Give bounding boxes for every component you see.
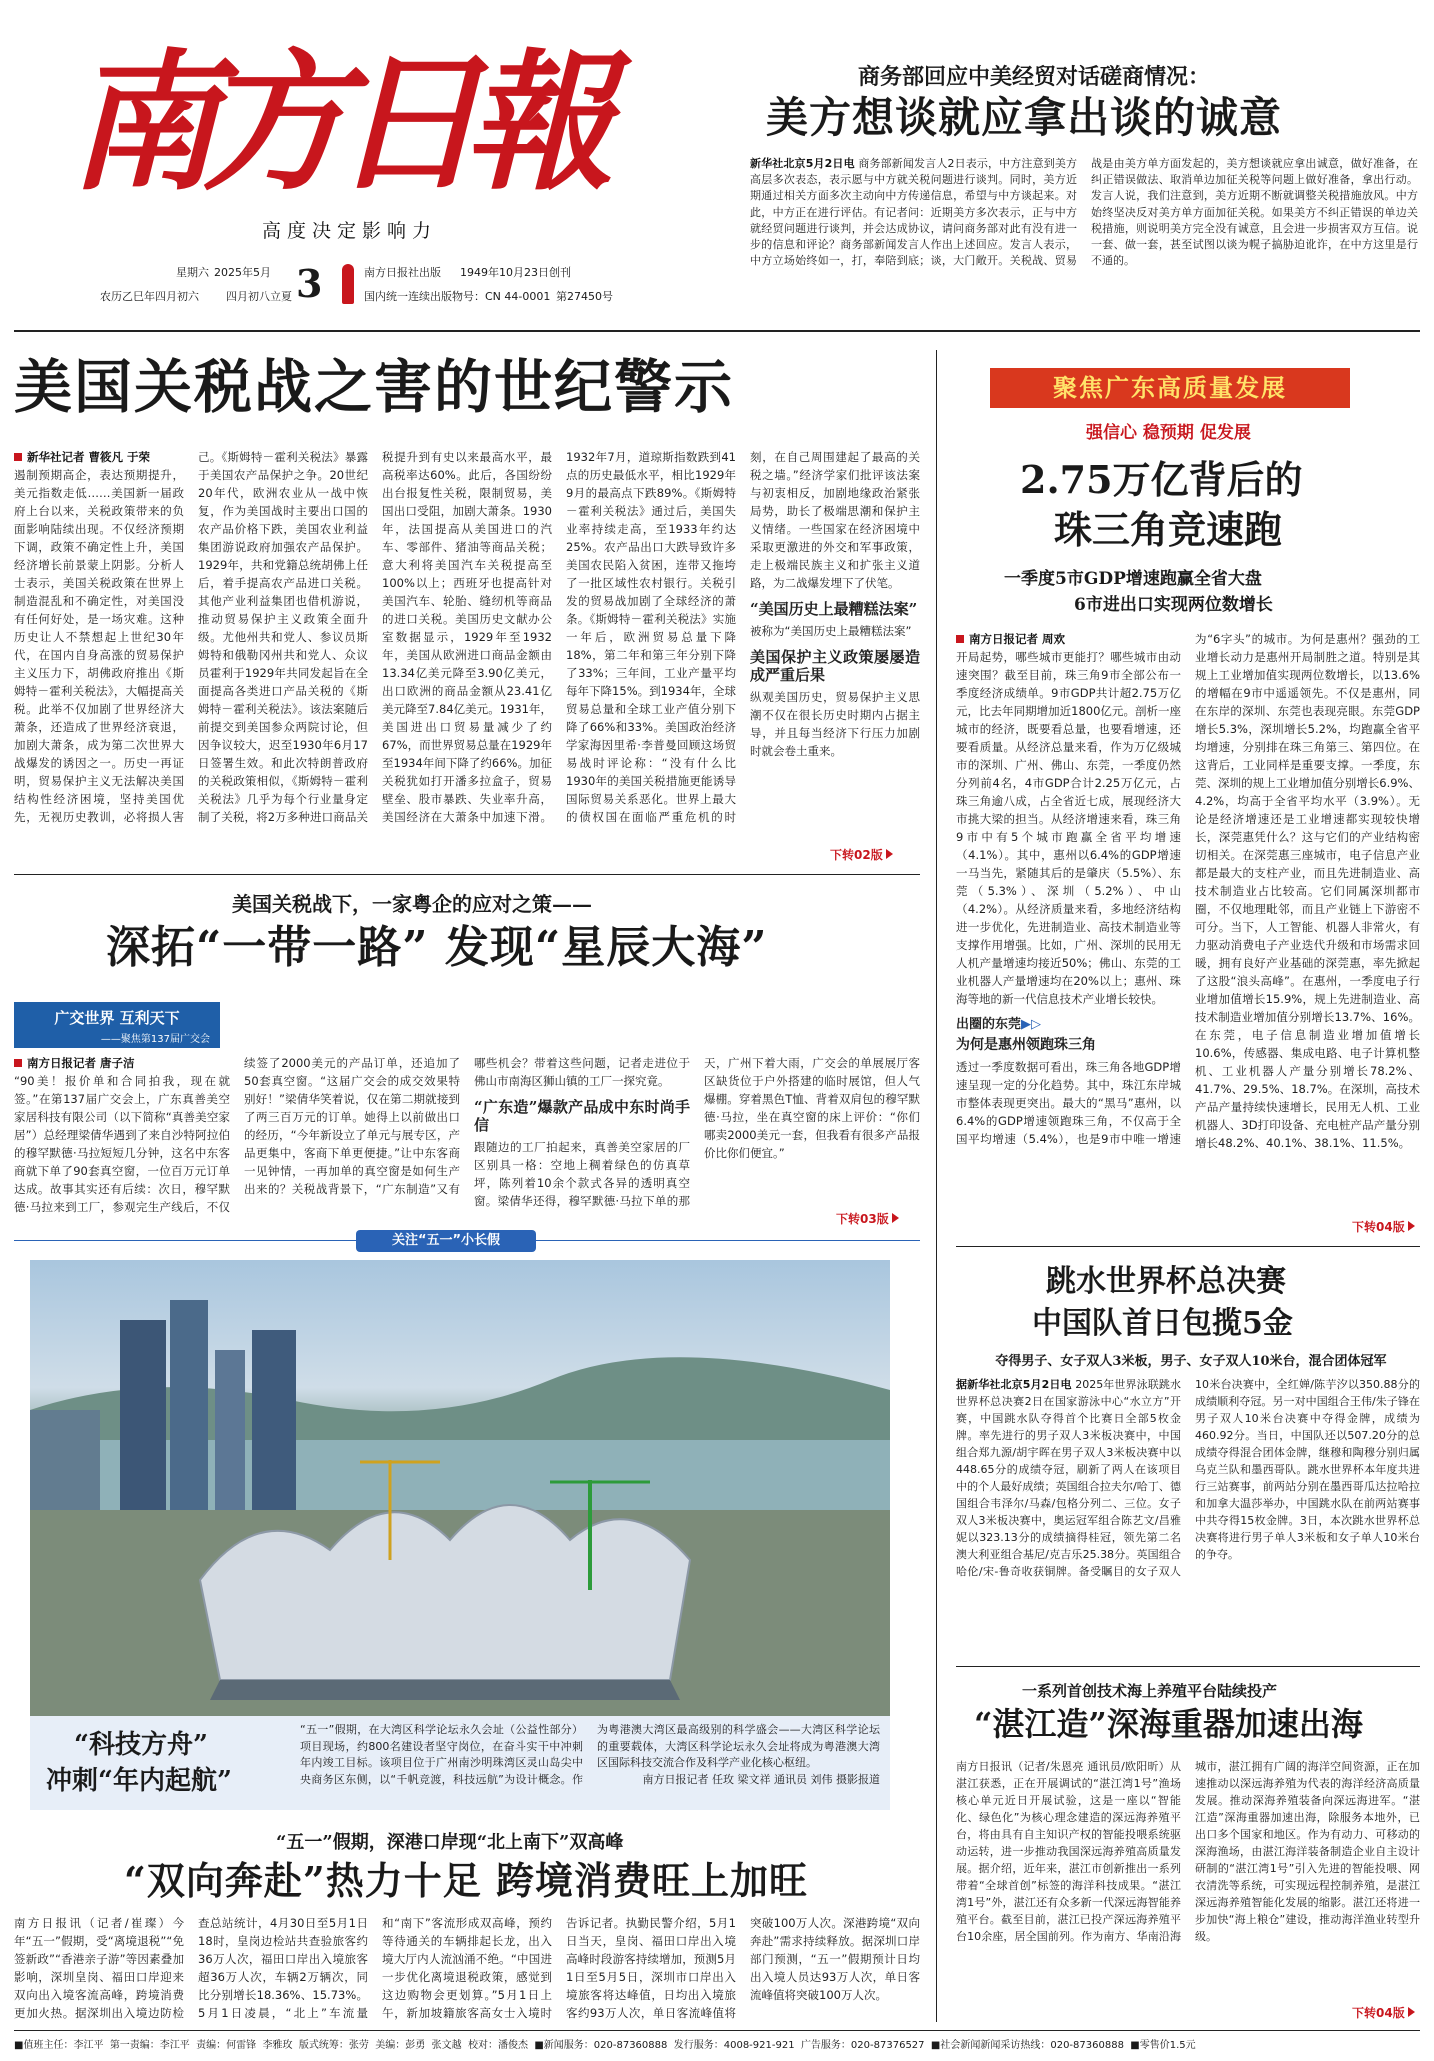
belt-road-sub-body: 跟随边的工厂拍起来，真善美空家居的厂区别具一格：空地上稠着绿色的仿真草坪，陈列着10余个款式各异的透明真空窗。梁倩华还得，穆罕默德·马拉下单的那天，广州下着大雨，广交会的单展展厅客区缺货位于户外搭建的临时展馆，但人气爆棚。穿着黑色T恤、背着双肩包的穆罕默德·马拉，坐在真空窗的床上评价：“你们哪卖2000美元一套，但我看有很多产品报价比你们便宜。” [474,1056,920,1208]
rule-lead [14,874,920,875]
port-headline: “双向奔赴”热力十足 跨境消费旺上加旺 [124,1858,808,1903]
footer-item: 版式统筹：张劳 [298,2040,369,2051]
belt-road-byline: 南方日报记者 唐子洁 [14,1056,135,1070]
arrow-right-icon [1408,1221,1415,1231]
belt-road-body [14,1054,920,1224]
lead-byline: 新华社记者 曹筱凡 于荣 [14,450,150,464]
footer-item: 责编：何雷锋 [196,2040,257,2051]
date-lunar: 农历乙巳年四月初六 [100,290,199,303]
photo-illustration [30,1260,890,1716]
footer-item: 美编：彭勇 [375,2040,426,2051]
byline-bullet-icon [14,453,22,461]
guangjiao-tag-title: 广交世界 互利天下 [54,1009,180,1027]
footer-item: 第一责编：李江平 [109,2040,190,2051]
photo-caption-text: “五一”假期，在大湾区科学论坛永久会址（公益性部分）项目现场，约800名建设者坚守岗位，在奋斗实干中冲刺年内竣工目标。该项目位于广州南沙明珠湾区灵山岛尖中央商务区东侧，以“千帆竞渡，科技远航”为设计概念。作为粤港澳大湾区最高级别的科学盛会——大湾区科学论坛的重要载体，大湾区科学论坛永久会址将成为粤港澳大湾区国际科技交流合作及科学产业化核心枢纽。 南方日报记者 任玫 梁文祥 通讯员 刘伟 摄影报道 [300,1722,880,1806]
diving-headline1: 跳水世界杯总决赛 [1046,1264,1286,1299]
may-day-banner: 关注“五一”小长假 [356,1230,536,1252]
belt-road-sub: “广东造”爆款产品成中东时尚手信 [474,1098,690,1134]
prd-text: 开局起势，哪些城市更能打？哪些城市由动速突围？截至目前，珠三角9市全部公布一季度经济成绩单。9市GDP共计超2.75万亿元，比去年同期增加近1800亿元。剖析一座城市的经济，既要看总量，也要看增速，还要看质量。从经济总量来看，作为万亿级城市的深圳、广州、佛山、东莞，一季度仍然分列前4名，4市GDP合计2.25万亿元，占珠三角逾八成，占全省近七成，展现经济大市挑大梁的担当。从经济增速来看，珠三角9市中有5个城市跑赢全省平均增速（4.1%）。其中，惠州以6.4%的GDP增速一马当先，紧随其后的是肇庆（5.5%）、东莞（5.3%）、深圳（5.2%）、中山（4.2%）。从经济质量来看，多地经济结构进一步优化，先进制造业、高技术制造业等支撑作用增强。比如，广州、深圳的民用无人机产量增速均接近50%；佛山、东莞的工业机器人产量增速均在20%以上；惠州、珠海等地的新一代信息技术产业增长较快。 [956,650,1181,1006]
prd-sub1: 一季度5市GDP增速跑赢全省大盘 [1004,569,1262,589]
photo-caption-title2: 冲刺“年内起航” [46,1766,232,1796]
masthead-logo: 南方日報 [68,35,597,211]
photo-caption-title1: “科技方舟” [74,1730,208,1760]
byline-bullet-icon [14,1059,22,1067]
footer-rule [14,2030,1420,2031]
section-slogan: 强信心 稳预期 促发展 [1086,423,1251,443]
arrow-right-icon [1408,2007,1415,2017]
footer-item: ■新闻服务：020-87360888 [534,2040,668,2051]
lead-sub1-body: 被称为“美国历史上最糟糕法案” [750,624,912,638]
prd-sub-tag: 出圈的东莞▶▷ [956,1017,1042,1032]
masthead-rule [14,330,1420,332]
footer-item: 李雅玫 [262,2040,293,2051]
port-body: 南方日报讯（记者/崔璨）今年“五一”假期，受“离境退税”“免签新政”“香港亲子游”等因素叠加影响，深圳皇岗、福田口岸迎来双向出入境客流高峰，跨境消费更加火热。据深圳出入境边防检查总站统计，4月30日至5月1日18时，皇岗边检站共查验旅客约36万人次，福田口岸出入境旅客超36万人次，车辆2万辆次，同比分别增长18.36%、15.73%。5月1日凌晨，“北上”车流量和“南下”客流形成双高峰，预约等待通关的车辆排起长龙，出入境大厅内人流汹涌不绝。“中国进一步优化离境退税政策，感觉到这边购物会更划算。”5月1日上午，新加坡籍旅客高女士入境时告诉记者。执勤民警介绍，5月1日当天，皇岗、福田口岸出入境高峰时段游客持续增加，预测5月1日至5月5日，深圳市口岸出入境旅客将达峰值，日均出入境旅客约93万人次，单日客流峰值将突破100万人次。深港跨境“双向奔赴”需求持续释放。据深圳口岸部门预测，“五一”假期预计日均出入境人员达93万人次，单日客流峰值将突破100万人次。 [14,1916,920,2020]
zhanjiang-kicker: 一系列首创技术海上养殖平台陆续投产 [1022,1682,1278,1700]
zhanjiang-continue-link[interactable]: 下转04版 [1352,2004,1415,2021]
footer-item: 发行服务：4008-921-921 [673,2040,795,2051]
arrow-right-icon [892,1213,899,1223]
top-story-dateline: 新华社北京5月2日电 [750,157,855,170]
top-story-body [750,156,1418,318]
footer-item: ■零售价1.5元 [1130,2040,1196,2051]
founded: 1949年10月23日创刊 [460,266,571,279]
diving-headline2: 中国队首日包揽5金 [1032,1306,1293,1341]
top-story-headline: 美方想谈就应拿出谈的诚意 [766,93,1283,142]
top-story-kicker: 商务部回应中美经贸对话磋商情况： [858,64,1211,90]
belt-road-text: “90美！报价单和合同拍我，现在就签。”在第137届广交会上，广东真善美空家居科技有限公司（以下简称“真善美空家居”）总经理梁倩华遇到了来自沙特阿拉伯的穆罕默德·马拉短短几分钟，这名中东客商就下单了90套真空窗，一位百万元订单达成。故事其实还有后续：次日，穆罕默德·马拉来到工厂，参观完生产线后，不仅续签了2000美元的产品订单，还追加了50套真空窗。“这届广交会的成交效果特别好！”梁倩华笑着说，仅在第二期就接到了两三百万元的订单。她得上以前做出口的经历，“今年新设立了单元与展专区，产品更集中，客商下单更便捷。”让中东客商一见钟情，一再加单的真空窗是如何生产出来的？关税战背景下，“广东制造”又有哪些机会？带着这些问题，记者走进位于佛山市南海区狮山镇的工厂一探究竟。 [14,1056,690,1214]
zhanjiang-headline: “湛江造”深海重器加速出海 [974,1705,1363,1743]
date-day: 3 [296,261,323,306]
photo-caption-box [30,1716,890,1810]
diving-body [956,1376,1420,1658]
diving-dateline: 据新华社北京5月2日电 [956,1378,1072,1391]
prd-continue-link[interactable]: 下转04版 [1352,1218,1415,1235]
rule-prd [956,1246,1420,1247]
photo-science-forum [30,1260,890,1716]
publisher-logo-icon [342,264,354,304]
date-weekday: 星期六 [176,266,209,279]
lead-text: 遏制预期高企，表达预期提升，美元指数走低……美国新一届政府上台以来，关税政策带来的负面影响陆续出现。不仅经济预期下调，政策不确定性上升，美国经济增长前景蒙上阴影。分析人士表示，美国关税政策在世界上制造混乱和不确定性，对美国没有任何好处，是一场灾难。这种历史让人不禁想起上世纪30年代，在国内自身高涨的贸易保护主义压力下，胡佛政府推出《斯姆特－霍利关税法》，大幅提高关税。此举不仅加剧了世界经济大萧条，还造成了世界经济衰退，加剧大萧条，成为第二次世界大战爆发的诱因之一。历史一再证明，贸易保护主义无法解决美国结构性经济困境，坚持美国优先，无视历史教训，必将损人害己。《斯姆特－霍利关税法》暴露于美国农产品保护之争。20世纪20年代，欧洲农业从一战中恢复，作为美国战时主要出口国的农产品价格下跌，美国农业利益集团游说政府加强农产品保护。1929年，共和党籍总统胡佛上任后，着手提高农产品进口关税。其他产业利益集团也借机游说，推动贸易保护主义政策全面升级。尤他州共和党人、参议员斯姆特和俄勒冈州共和党人、众议员霍利于1929年共同发起旨在全面提高各类进口产品关税的《斯姆特－霍利关税法》。该法案随后前提交到美国参众两院讨论，但因争议较大，迟至1930年6月17日签署生效。和此次特朗普政府的关税政策相似，《斯姆特－霍利关税法》几乎为每个行业量身定制了关税，将2万多种进口商品关税提升到有史以来最高水平，最高税率达60%。此后，各国纷纷出台报复性关税，限制贸易，美国出口受阻，加剧大萧条。1930年，法国提高从美国进口的汽车、零部件、猪油等商品关税；意大利将美国汽车关税提高至100%以上；西班牙也提高针对美国汽车、轮胎、缝纫机等商品的进口关税。美国历史文献办公室数据显示，1929年至1932年，美国从欧洲进口商品金额由13.34亿美元降至3.90亿美元，出口欧洲的商品金额从23.41亿美元降至7.84亿美元。1931年，美国进出口贸易量减少了约67%，而世界贸易总量在1929年至1934年间下降了约66%。加征关税犹如打开潘多拉盒子，贸易壁垒、股市暴跌、失业率升高，美国经济在大萧条中加速下滑。1932年7月，道琼斯指数跌到41点的历史最低水平，相比1929年9月的最高点下跌89%。《斯姆特－霍利关税法》通过后，美国失业率持续走高，至1933年约达25%。农产品出口大跌导致许多美国农民陷入贫困，连带又拖垮了一批区域性农村银行。关税引发的贸易战加剧了全球经济的萧条。《斯姆特－霍利关税法》实施一年后，欧洲贸易总量下降18%，第二年和第三年分别下降了33%；三年间，工业产量平均每年下降15%。到1934年，全球贸易总量和全球工业产值分别下降了66%和33%。美国政治经济学家海因里希·李普曼回顾这场贸易战时评论称：“没有什么比1930年的美国关税措施更能诱导国际贸易关系恶化。世界上最大的债权国在面临严重危机的时刻，在自己周围建起了最高的关税之墙。”经济学家们批评该法案与初衷相反，加剧地缘政治紧张局势，助长了极端思潮和保护主义情绪。一些国家在经济困境中采取更激进的外交和军事政策，走上极端民族主义和扩张主义道路，为二战爆发埋下了伏笔。 [14,450,920,824]
photo-credit: 南方日报记者 任玫 梁文祥 通讯员 刘伟 摄影报道 [642,1772,880,1786]
diving-text: 2025年世界泳联跳水世界杯总决赛2日在国家游泳中心“水立方”开赛，中国跳水队夺得首个比赛日全部5枚金牌。率先进行的男子双人3米板决赛中，中国组合郑九源/胡宇晖在男子双人3米板决赛中以448.65分的成绩夺冠，刷新了两人在该项目中的个人最好成绩；英国组合拉夫尔/哈丁、德国组合韦泽尔/马森/包格分列二、三位。女子双人3米板决赛中，奥运冠军组合陈艺文/昌雅妮以323.13分的成绩摘得桂冠，领先第二名澳大利亚组合基尼/克吉乐25.38分。英国组合哈伦/宋-鲁奇收获铜牌。备受瞩目的女子双人10米台决赛中，全红婵/陈芋汐以350.88分的成绩顺利夺冠。另一对中国组合王伟/朱子锋在男子双人10米台决赛中夺得金牌，成绩为460.92分。当日，中国队还以507.20分的总成绩夺得混合团体金牌，继穆和陶穆分别归属乌克兰队和墨西哥队。跳水世界杯本年度共进行三站赛事，前两站分别在墨西哥瓜达拉哈拉和加拿大温莎举办，中国跳水队在前两站赛事中共夺得15枚金牌。3日，本次跳水世界杯总决赛将进行男子单人3米板和女子单人10米台的争夺。 [956,1378,1420,1578]
issue-number: 第27450号 [556,290,613,303]
prd-byline: 南方日报记者 周欢 [956,632,1065,646]
belt-road-kicker: 美国关税战下，一家粤企的应对之策—— [232,892,592,916]
footer-item: 张文越 [431,2040,462,2051]
zhanjiang-body: 南方日报讯（记者/朱恩亮 通讯员/欧阳昕）从湛江获悉，正在开展调试的“湛江湾1号”渔场核心单元近日开展试验，这是一座以“智能化、绿色化”为核心理念建造的深远海养殖平台，将由具有自主知识产权的智能投喂系统驱动运转，进一步推动我国深远海养殖高质量发展。据介绍，近年来，湛江市创新推出一系列带着“全球首创”标签的海洋科技成果。“湛江湾1号”外，湛江还有众多新一代深远海智能养殖平台。截至目前，湛江已投产深远海养殖平台10余座，居全国前列。作为南方、华南沿海城市，湛江拥有广阔的海洋空间资源，正在加速推动以深远海养殖为代表的海洋经济高质量发展。推动深海养殖装备向深远海进军。“湛江造”深海重器加速出海，除服务本地外，已出口多个国家和地区。作为有动力、可移动的深海渔场，由湛江海洋装备制造企业自主设计研制的“湛江湾1号”引入先进的智能投喂、网衣清洗等系统，可实现远程控制养殖，是湛江深远海养殖智能化发展的缩影。湛江还将进一步加快“海上粮仓”建设，推动海洋渔业转型升级。 [956,1760,1420,1943]
masthead-slogan: 高度决定影响力 [262,220,438,242]
byline-bullet-icon [956,635,964,643]
lead-body [14,448,920,866]
lead-continue-link[interactable]: 下转02版 [830,846,893,863]
lead-headline: 美国关税战之害的世纪警示 [14,353,735,421]
prd-sub2: 6市进出口实现两位数增长 [1074,595,1273,615]
belt-road-continue-link[interactable]: 下转03版 [836,1210,899,1227]
prd-sub-title: 为何是惠州领跑珠三角 [956,1037,1096,1053]
column-divider [936,350,937,2022]
prd-headline2: 珠三角竞速跑 [1054,507,1283,552]
date-year-month: 2025年5月 [214,266,271,279]
cn-number: 国内统一连续出版物号：CN 44-0001 [364,290,551,303]
arrow-right-icon [886,849,893,859]
footer-item: ■社会新闻新闻采访热线：020-87360888 [930,2040,1124,2051]
guangjiao-tag [14,1002,220,1048]
top-story-text: 商务部新闻发言人2日表示，中方注意到美方高层多次表态，表示愿与中方就关税问题进行谈判。同时，美方近期通过相关方面多次主动向中方传递信息，希望与中方谈起来。对此，中方正在进行评估。有记者问：近期美方多次表示，正与中方就经贸问题进行谈判，并会达成协议，请问商务部对此有没有进一步的信息和评论？商务部新闻发言人作出上述回应。发言人表示，中方立场始终如一，打，奉陪到底；谈，大门敞开。关税战、贸易战是由美方单方面发起的，美方想谈就应拿出诚意，做好准备，在纠正错误做法、取消单边加征关税等问题上做好准备，拿出行动。发言人说，我们注意到，美方近期不断就调整关税措施放风。中方始终坚决反对美方单方面加征关税。如果美方不纠正错误的单边关税措施，则说明美方完全没有诚意，且会进一步损害双方互信。说一套、做一套，甚至试图以谈为幌子搞胁迫讹诈，在中方这里是行不通的。 [750,157,1418,268]
rule-diving [956,1666,1420,1667]
guangjiao-tag-sub: ——聚焦第137届广交会 [100,1034,210,1045]
masthead [0,0,1434,340]
port-kicker: “五一”假期，深港口岸现“北上南下”双高峰 [276,1832,624,1853]
footer-item: 校对：潘俊杰 [467,2040,528,2051]
lead-sub2-body: 纵观美国历史，贸易保护主义思潮不仅在很长历史时期内占据主导，并且每当经济下行压力加剧时就会卷土重来。 [750,690,920,758]
lead-sub1: “美国历史上最糟糕法案” [750,600,918,618]
diving-sub: 夺得男子、女子双人3米板，男子、女子双人10米台，混合团体冠军 [995,1354,1387,1369]
footer-item: 广告服务：020-87376527 [800,2040,925,2051]
footer-credits [14,2036,1420,2056]
publisher: 南方日报社出版 [364,266,441,279]
belt-road-headline: 深拓“一带一路” 发现“星辰大海” [106,922,768,973]
prd-sub-body: 透过一季度数据可看出，珠三角各地GDP增速呈现一定的分化趋势。其中，珠江东岸城市整体表现更突出。最大的“黑马”惠州，以6.4%的GDP增速领跑珠三角，不仅高于全国平均增速（5.4%），也是9市中唯一增速为“6字头”的城市。为何是惠州？强劲的工业增长动力是惠州开局制胜之道。特别是其规上工业增加值实现两位数增长，以13.6%的增幅在9市中遥遥领先。不仅是惠州，同在东岸的深圳、东莞也表现亮眼。东莞GDP增长5.3%，深圳增长5.2%，均跑赢全省平均增速，分别排在珠三角第三、第四位。在这背后，工业同样是重要支撑。一季度，东莞、深圳的规上工业增加值分别增长6.9%、4.2%，均高于全省平均水平（3.9%）。无论是经济增速还是工业增速都实现较快增长，深莞惠凭什么？这与它们的产业结构密切相关。在深莞惠三座城市，电子信息产业都是最大的支柱产业，而且先进制造业、高技术制造业占比较高。它们同属深圳都市圈，不仅地理毗邻，而且产业链上下游密不可分。当下，人工智能、机器人非常火，有力驱动消费电子产业迭代升级和市场需求回暖，拥有良好产业基础的深莞惠，率先掀起了这股“浪头高峰”。在惠州，一季度电子行业增加值增长15.9%，规上先进制造业、高技术制造业增加值分别增长13.7%、16%。在东莞，电子信息制造业增加值增长10.6%，传感器、集成电路、电子计算机整机、工业机器人产量分别增长78.2%、41.7%、29.5%、18.7%。在深圳，高技术产品产量持续快速增长，民用无人机、工业机器人、3D打印设备、充电桩产品产量分别增长48.2%、40.1%、38.1%、11.5%。 [956,632,1420,1150]
date-lunar2: 四月初八立夏 [226,290,292,303]
lead-sub2: 美国保护主义政策屡屡造成严重后果 [750,648,920,684]
section-header: 聚焦广东高质量发展 [990,368,1350,408]
footer-item: ■值班主任：李江平 [14,2040,104,2051]
prd-body [956,630,1420,1230]
prd-headline1: 2.75万亿背后的 [1020,457,1303,502]
